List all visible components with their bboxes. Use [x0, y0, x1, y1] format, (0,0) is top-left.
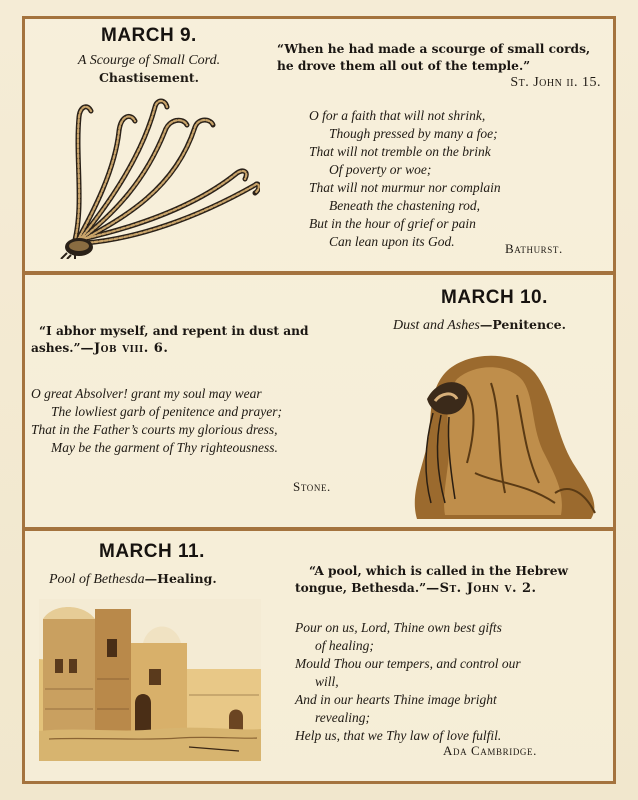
- verse-line: O great Absolver! grant my soul may wear: [31, 386, 262, 401]
- entry-theme: —Penitence.: [479, 317, 566, 332]
- entry-reference: —Job viii. 6.: [80, 341, 169, 356]
- entry-emblem: Dust and Ashes: [393, 318, 480, 333]
- bethesda-illustration: [39, 599, 261, 761]
- entry-emblem-block: [393, 317, 566, 334]
- entry-date: MARCH 10.: [441, 287, 548, 308]
- verse-line: of healing;: [315, 638, 374, 653]
- quote-text: ashes.”: [31, 341, 81, 355]
- entry-verse: [309, 107, 501, 251]
- entry-quote: [295, 563, 615, 597]
- scourge-illustration: [45, 89, 260, 259]
- verse-line: revealing;: [315, 710, 370, 725]
- verse-line: That will not murmur nor complain: [309, 180, 501, 195]
- verse-line: Beneath the chastening rod,: [329, 198, 480, 213]
- verse-line: May be the garment of Thy righteousness.: [51, 440, 278, 455]
- verse-line: Can lean upon its God.: [329, 234, 455, 249]
- verse-line: And in our hearts Thine image bright: [295, 692, 497, 707]
- penitent-illustration: [405, 343, 605, 523]
- verse-line: That in the Father’s courts my glorious dress,: [31, 422, 278, 437]
- verse-line: Help us, that we Thy law of love fulfil.: [295, 728, 502, 743]
- entry-author: Ada Cambridge.: [443, 743, 537, 758]
- pool-of-bethesda-icon: [39, 599, 261, 761]
- verse-line: The lowliest garb of penitence and prayer;: [51, 404, 282, 419]
- verse-line: Pour on us, Lord, Thine own best gifts: [295, 620, 502, 635]
- entry-reference: St. John ii. 15.: [510, 75, 601, 90]
- entry-quote: [277, 41, 617, 75]
- quote-line: [295, 580, 615, 597]
- entry-march-10: [22, 272, 616, 530]
- penitent-figure-icon: [405, 343, 605, 523]
- quote-line: [31, 340, 371, 357]
- entry-emblem-block: [31, 52, 267, 86]
- quote-line: “I abhor myself, and repent in dust and: [39, 324, 309, 338]
- entry-verse: [295, 619, 521, 745]
- entry-quote: [31, 323, 371, 357]
- entry-emblem-block: [49, 571, 217, 588]
- entry-reference: —St. John v. 2.: [426, 581, 537, 596]
- entry-march-11: [22, 528, 616, 784]
- entry-theme: —Healing.: [144, 571, 217, 586]
- quote-line: “A pool, which is called in the Hebrew: [309, 564, 568, 578]
- entry-verse: [31, 385, 282, 457]
- entry-date: MARCH 11.: [99, 541, 205, 562]
- verse-line: That will not tremble on the brink: [309, 144, 491, 159]
- verse-line: O for a faith that will not shrink,: [309, 108, 486, 123]
- entry-emblem: A Scourge of Small Cord.: [77, 53, 221, 68]
- entry-emblem: Pool of Bethesda: [49, 572, 145, 587]
- verse-line: Mould Thou our tempers, and control our: [295, 656, 521, 671]
- entry-theme: Chastisement.: [98, 70, 200, 85]
- entry-author: Bathurst.: [505, 241, 563, 256]
- verse-line: will,: [315, 674, 339, 689]
- quote-text: tongue, Bethesda.”: [295, 581, 427, 595]
- quote-line: “When he had made a scourge of small cords,: [277, 42, 591, 56]
- entry-date: MARCH 9.: [101, 25, 197, 46]
- scourge-knot: [61, 238, 93, 259]
- verse-line: But in the hour of grief or pain: [309, 216, 476, 231]
- verse-line: Of poverty or woe;: [329, 162, 432, 177]
- entry-march-9: [22, 16, 616, 274]
- quote-line: he drove them all out of the temple.”: [277, 59, 531, 73]
- scourge-icon: [45, 89, 260, 259]
- entry-author: Stone.: [293, 479, 331, 494]
- verse-line: Though pressed by many a foe;: [329, 126, 498, 141]
